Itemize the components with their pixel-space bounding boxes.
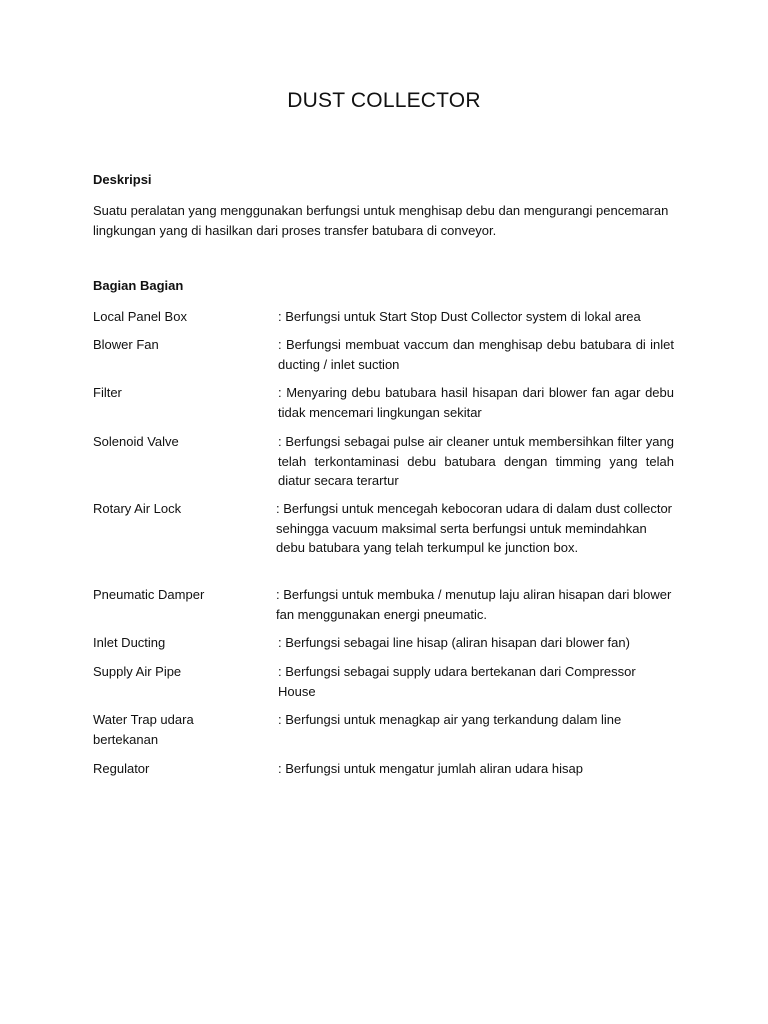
part-description: : Berfungsi sebagai pulse air cleaner untuk membersihkan filter yang telah terkontaminasi debu batubara dengan timming yang telah diatur secara terartur — [278, 434, 674, 488]
part-name: Local Panel Box — [93, 309, 187, 324]
description-text: Suatu peralatan yang menggunakan berfungsi untuk menghisap debu dan mengurangi pencemaran lingkungan yang di hasilkan dari proses transfer batubara di conveyor. — [93, 203, 669, 238]
part-name: Regulator — [93, 761, 150, 776]
part-description: : Berfungsi membuat vaccum dan menghisap debu batubara di inlet ducting / inlet suction — [278, 337, 674, 372]
part-description: : Berfungsi untuk menagkap air yang terkandung dalam line — [278, 712, 622, 727]
part-name: Rotary Air Lock — [93, 501, 182, 516]
part-description: : Berfungsi untuk Start Stop Dust Collector system di lokal area — [278, 309, 641, 324]
part-description: : Berfungsi untuk mengatur jumlah aliran udara hisap — [278, 761, 583, 776]
part-description: : Berfungsi untuk membuka / menutup laju aliran hisapan dari blower fan menggunakan energi pneumatic. — [276, 587, 672, 622]
part-description: : Berfungsi untuk mencegah kebocoran udara di dalam dust collector sehingga vacuum maksimal serta berfungsi untuk memindahkan debu batubara yang telah terkumpul ke junction box. — [276, 501, 673, 555]
document-title: DUST COLLECTOR — [287, 89, 481, 112]
part-name: Pneumatic Damper — [93, 587, 205, 602]
description-heading: Deskripsi — [93, 172, 152, 187]
part-name: Supply Air Pipe — [93, 664, 182, 679]
part-name: Inlet Ducting — [93, 635, 166, 650]
part-description: : Berfungsi sebagai supply udara bertekanan dari Compressor House — [278, 664, 636, 699]
part-name: Water Trap udara bertekanan — [93, 712, 194, 747]
part-description: : Menyaring debu batubara hasil hisapan dari blower fan agar debu tidak mencemari lingkungan sekitar — [278, 385, 674, 420]
part-description: : Berfungsi sebagai line hisap (aliran hisapan dari blower fan) — [278, 635, 630, 650]
part-name: Filter — [93, 385, 122, 400]
part-name: Solenoid Valve — [93, 434, 179, 449]
part-name: Blower Fan — [93, 337, 159, 352]
parts-heading: Bagian Bagian — [93, 278, 184, 293]
